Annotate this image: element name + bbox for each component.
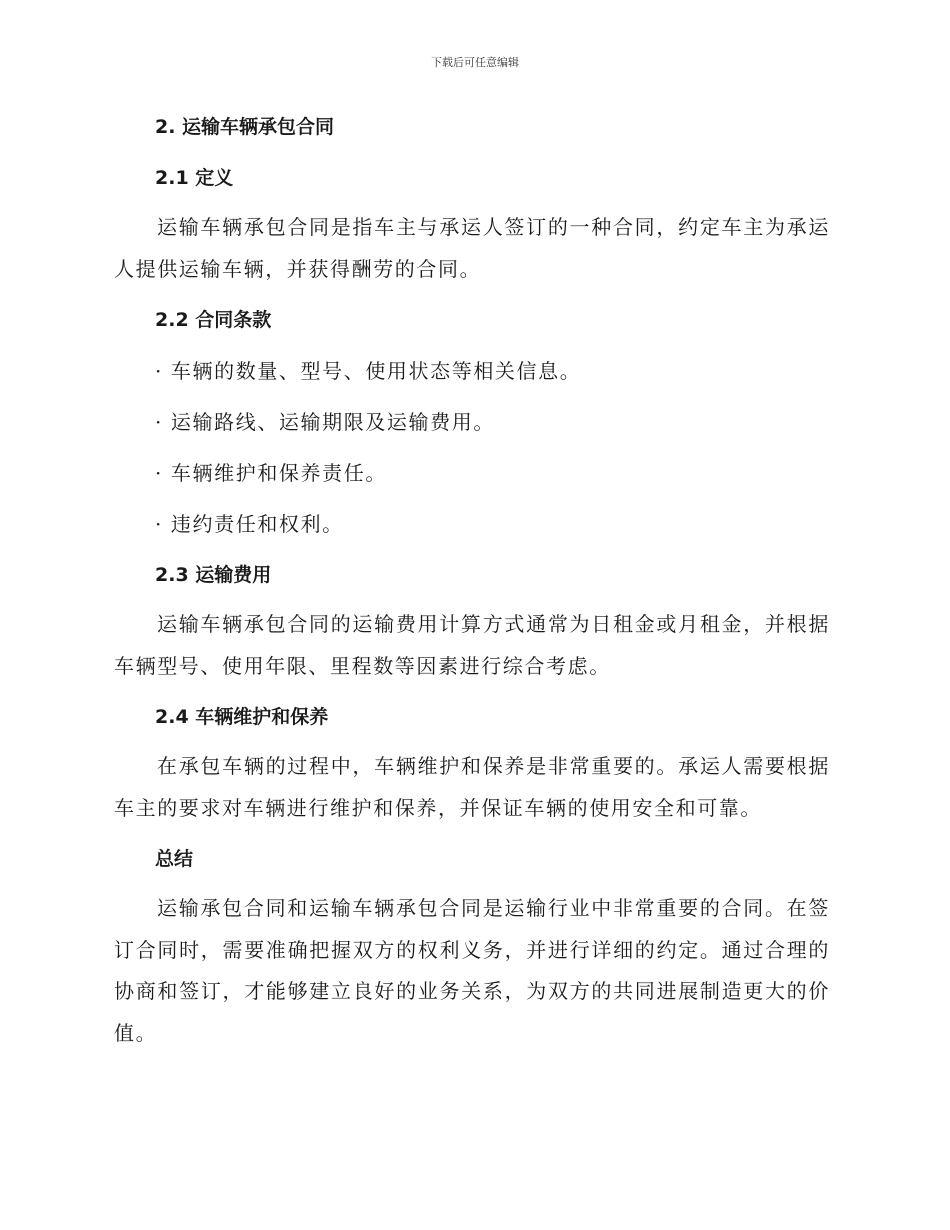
page-header: 下载后可任意编辑	[431, 56, 519, 69]
subsection-title-definition: 2.1 定义	[155, 167, 234, 189]
document-body	[114, 110, 830, 1054]
terms-list-item: · 违约责任和权利。	[155, 512, 344, 536]
summary-title: 总结	[155, 848, 194, 870]
terms-list-item: · 运输路线、运输期限及运输费用。	[155, 410, 495, 434]
terms-list-item: · 车辆维护和保养责任。	[155, 461, 387, 485]
fees-paragraph: 运输车辆承包合同的运输费用计算方式通常为日租金或月租金，并根据车辆型号、使用年限、里程数等因素进行综合考虑。	[114, 612, 830, 678]
terms-list-item: · 车辆的数量、型号、使用状态等相关信息。	[155, 359, 582, 383]
subsection-title-terms: 2.2 合同条款	[155, 309, 272, 331]
definition-paragraph: 运输车辆承包合同是指车主与承运人签订的一种合同，约定车主为承运人提供运输车辆，并获得酬劳的合同。	[114, 215, 830, 281]
subsection-title-maintenance: 2.4 车辆维护和保养	[155, 706, 329, 728]
subsection-title-fees: 2.3 运输费用	[155, 564, 272, 586]
maintenance-paragraph: 在承包车辆的过程中，车辆维护和保养是非常重要的。承运人需要根据车主的要求对车辆进行维护和保养，并保证车辆的使用安全和可靠。	[114, 754, 830, 820]
section-title: 2. 运输车辆承包合同	[155, 116, 335, 138]
summary-paragraph: 运输承包合同和运输车辆承包合同是运输行业中非常重要的合同。在签订合同时，需要准确把握双方的权利义务，并进行详细的约定。通过合理的协商和签订，才能够建立良好的业务关系，为双方的共同进展制造更大的价值。	[114, 896, 830, 1045]
